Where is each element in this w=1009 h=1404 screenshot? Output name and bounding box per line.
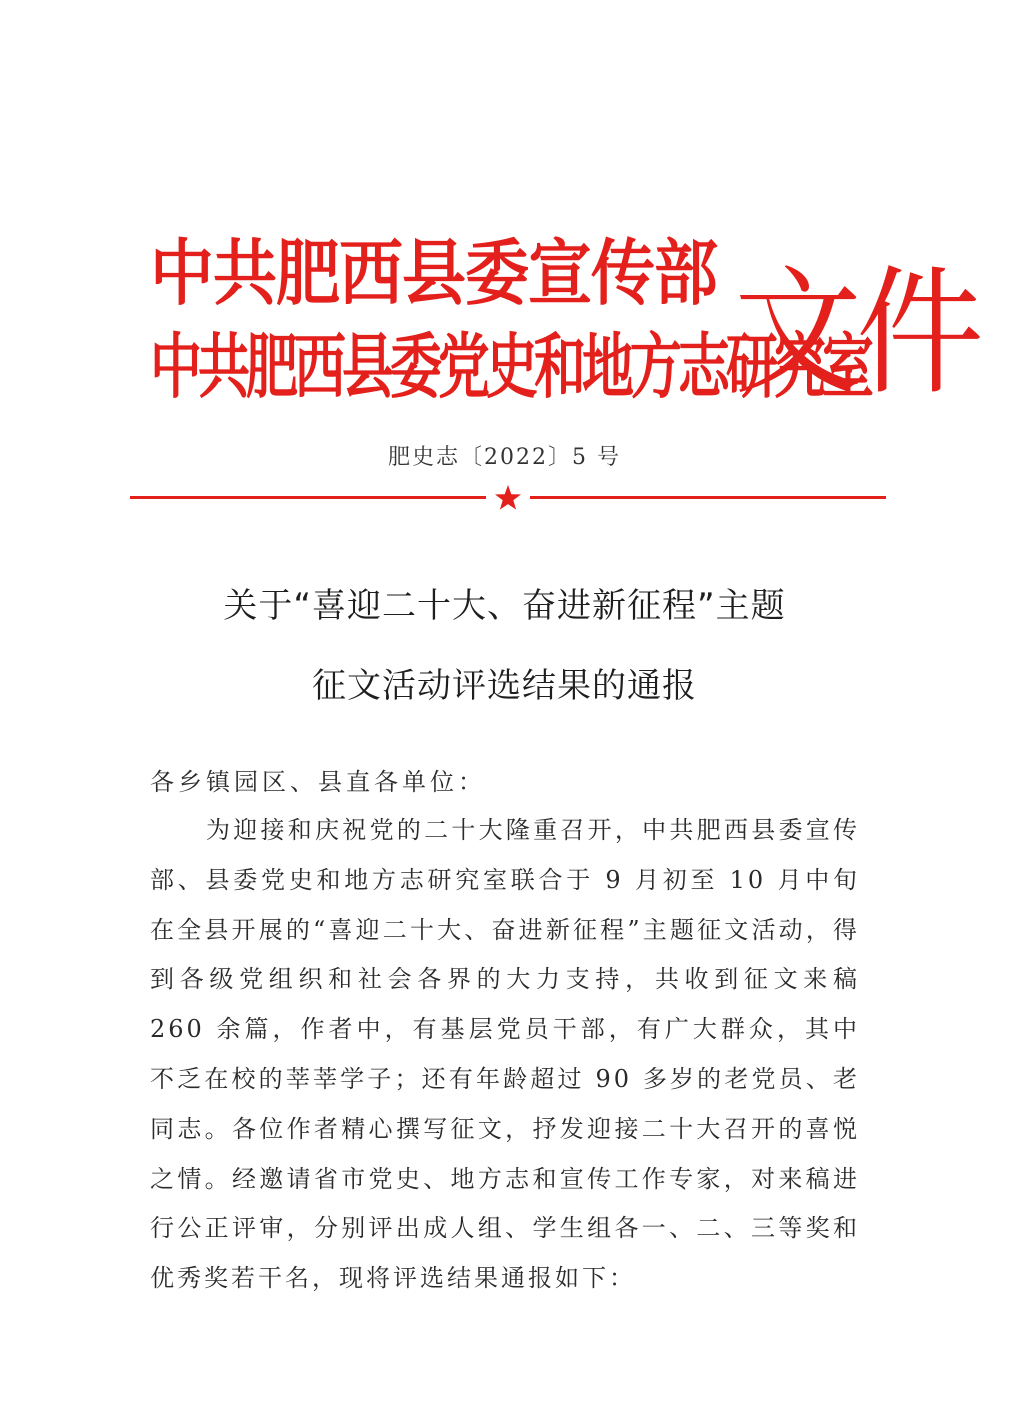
star-icon [494,484,522,512]
document-number: 肥史志〔2022〕5 号 [388,445,621,470]
document-title-line-1: 关于“喜迎二十大、奋进新征程”主题 [223,586,786,626]
document-header [150,212,979,415]
issuer-line-2: 中共肥西县委党史和地方志研究室 [150,327,871,409]
red-divider-left [130,496,486,499]
salutation: 各乡镇园区、县直各单位： [150,768,486,796]
document-word: 文件 [734,253,979,415]
issuer-line-1: 中共肥西县委宣传部 [150,232,717,316]
body-paragraph: 为迎接和庆祝党的二十大隆重召开，中共肥西县委宣传部、县委党史和地方志研究室联合于 9 月初至 10 月中旬在全县开展的“喜迎二十大、奋进新征程”主题征文活动，得到各级党组织和社会各界的大力支持，共收到征文来稿 260 余篇，作者中，有基层党员干部，有广大群众，其中不乏在校的莘莘学子；还有年龄超过 90 多岁的老党员、老同志。各位作者精心撰写征文，抒发迎接二十大召开的喜悦之情。经邀请省市党史、地方志和宣传工作专家，对来稿进行公正评审，分别评出成人组、学生组各一、二、三等奖和优秀奖若干名，现将评选结果通报如下： [150,816,860,1293]
red-divider-right [530,496,886,499]
document-title-line-2: 征文活动评选结果的通报 [312,666,697,706]
